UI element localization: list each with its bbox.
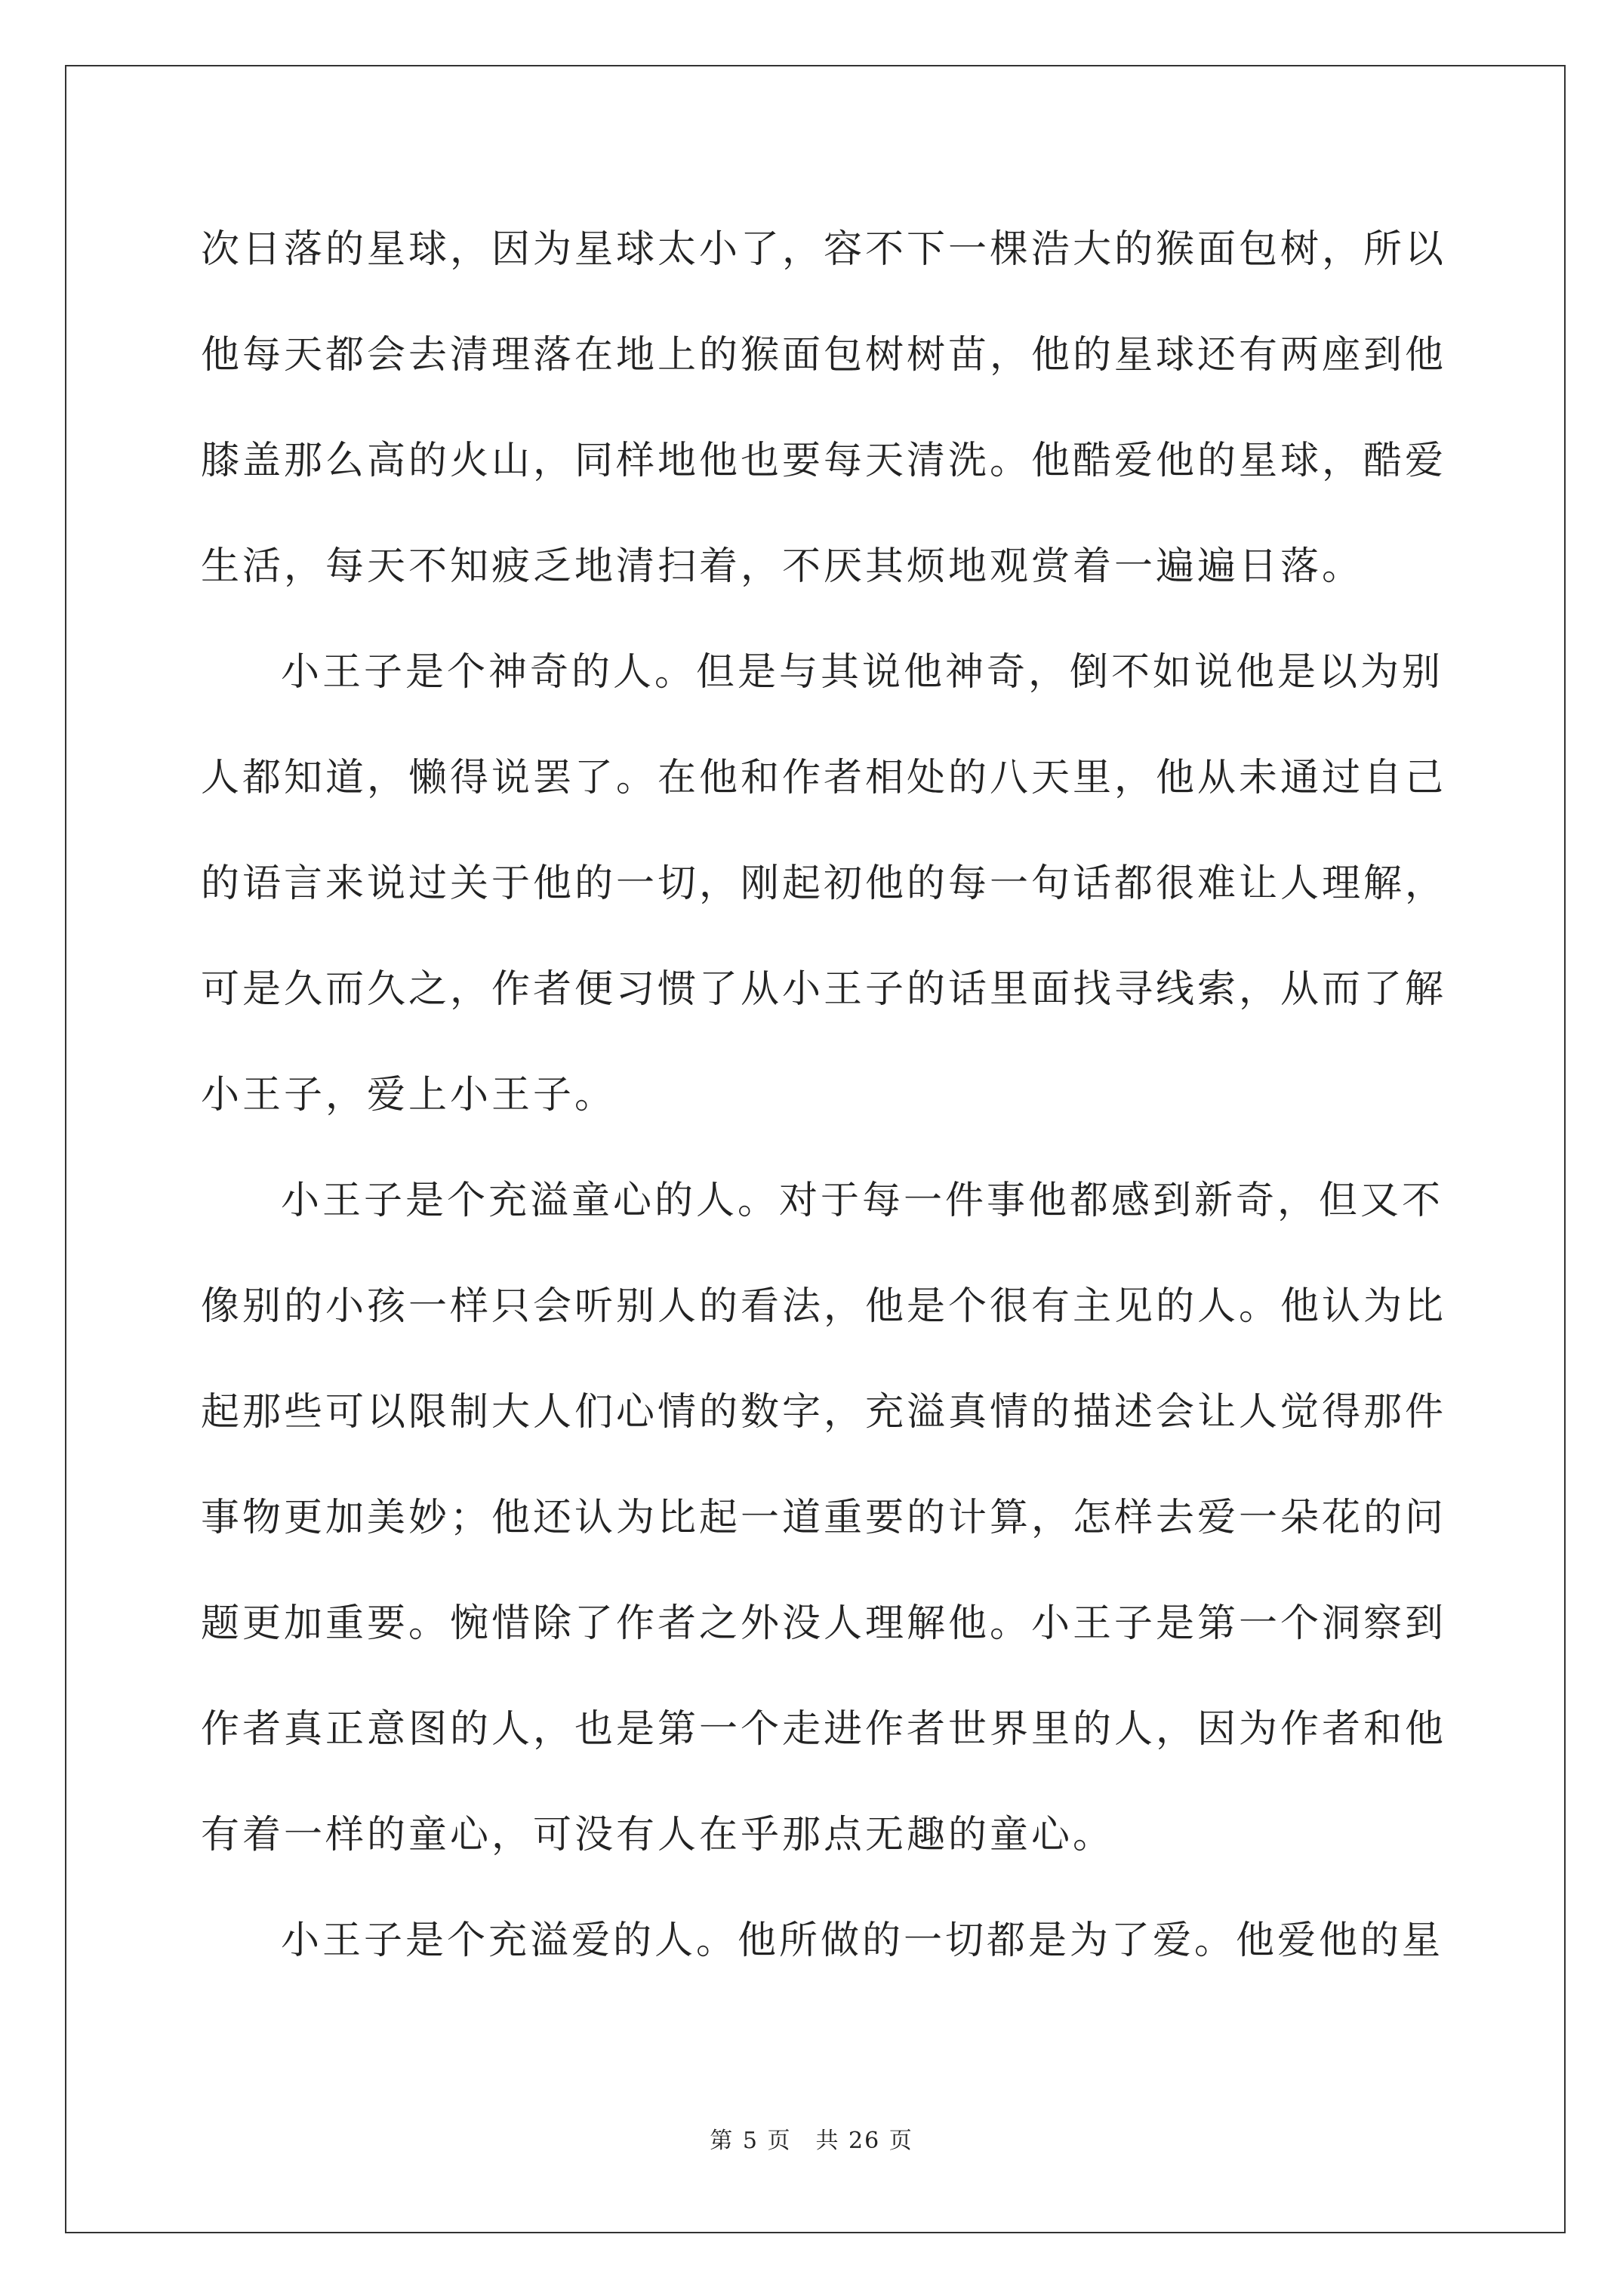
- text-line: 次日落的星球，因为星球太小了，容不下一棵浩大的猴面包树，所以: [201, 227, 1447, 272]
- text-line: 人都知道，懒得说罢了。在他和作者相处的八天里，他从未通过自己: [201, 756, 1447, 800]
- text-line: 作者真正意图的人，也是第一个走进作者世界里的人，因为作者和他: [201, 1707, 1447, 1752]
- page-total: 共 26 页: [815, 2128, 913, 2154]
- paragraph-first-line: 小王子是个神奇的人。但是与其说他神奇，倒不如说他是以为别: [281, 650, 1444, 695]
- text-line: 生活，每天不知疲乏地清扫着，不厌其烦地观赏着一遍遍日落。: [201, 544, 1364, 589]
- paragraph-first-line: 小王子是个充溢爱的人。他所做的一切都是为了爱。他爱他的星: [281, 1918, 1444, 1963]
- text-line: 事物更加美妙；他还认为比起一道重要的计算，怎样去爱一朵花的问: [201, 1496, 1447, 1540]
- text-line: 小王子，爱上小王子。: [201, 1073, 617, 1117]
- text-line: 有着一样的童心，可没有人在乎那点无趣的童心。: [201, 1813, 1115, 1857]
- text-line: 他每天都会去清理落在地上的猴面包树树苗，他的星球还有两座到他: [201, 333, 1447, 378]
- text-line: 膝盖那么高的火山，同样地他也要每天清洗。他酷爱他的星球，酷爱: [201, 439, 1447, 483]
- paragraph-first-line: 小王子是个充溢童心的人。对于每一件事他都感到新奇，但又不: [281, 1179, 1444, 1223]
- text-line: 题更加重要。惋惜除了作者之外没人理解他。小王子是第一个洞察到: [201, 1601, 1447, 1646]
- page-number: 第 5 页: [710, 2128, 792, 2154]
- document-body: [201, 217, 1447, 2014]
- text-line: 的语言来说过关于他的一切，刚起初他的每一句话都很难让人理解，: [201, 861, 1447, 906]
- page-footer: [0, 2122, 1623, 2155]
- text-line: 起那些可以限制大人们心情的数字，充溢真情的描述会让人觉得那件: [201, 1390, 1447, 1435]
- text-line: 像别的小孩一样只会听别人的看法，他是个很有主见的人。他认为比: [201, 1284, 1447, 1329]
- text-line: 可是久而久之，作者便习惯了从小王子的话里面找寻线索，从而了解: [201, 967, 1447, 1012]
